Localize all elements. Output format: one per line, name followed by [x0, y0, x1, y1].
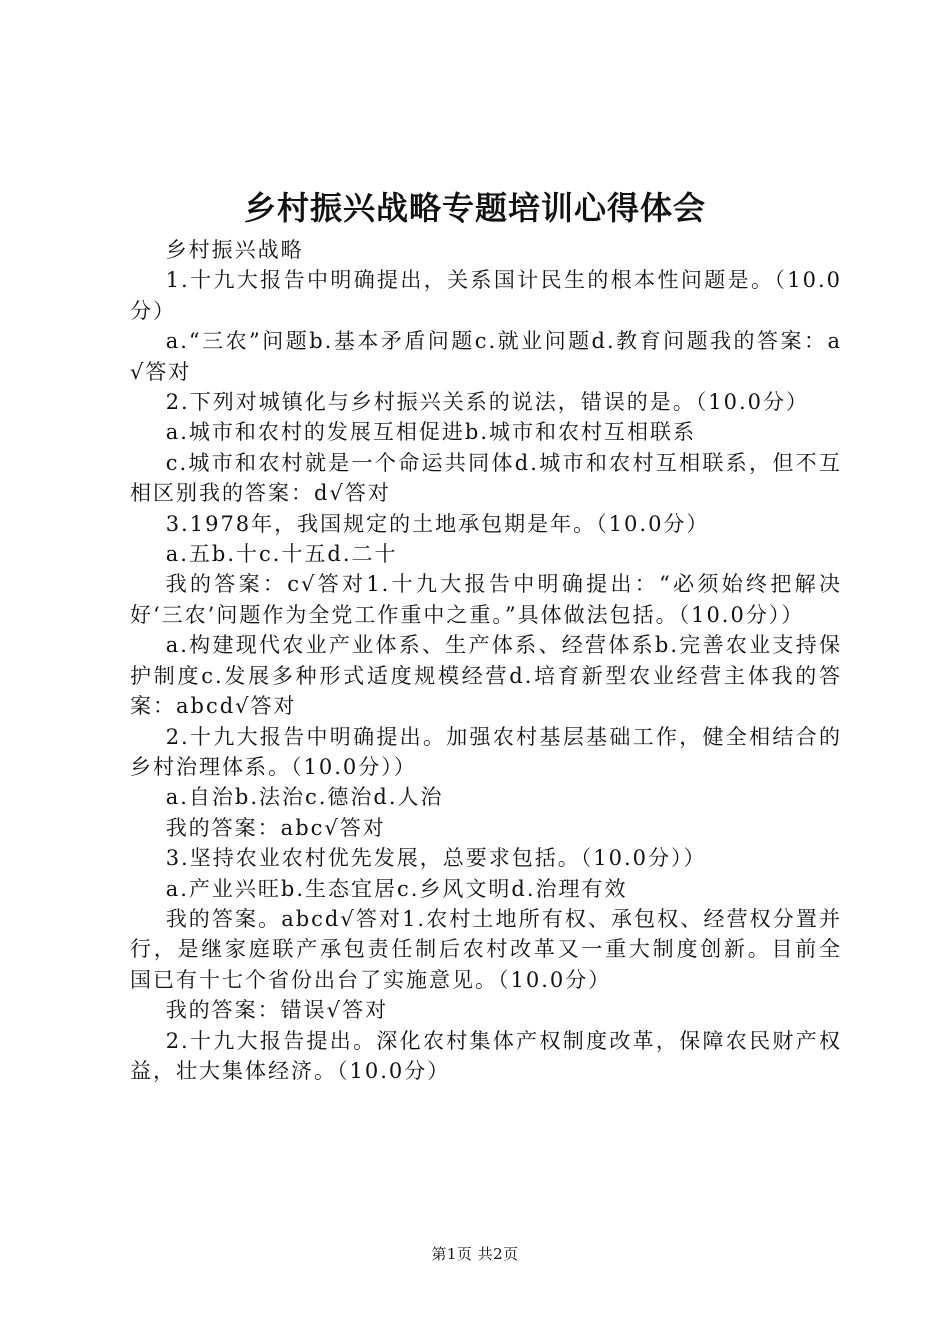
paragraph: 我的答案：abc√答对 — [165, 815, 386, 840]
document-body — [130, 235, 842, 1086]
paragraph: a.“三农”问题b.基本矛盾问题c.就业问题d.教育问题我的答案：a√答对 — [130, 329, 842, 384]
paragraph: 我的答案：错误√答对 — [165, 998, 389, 1023]
paragraph: 3.坚持农业农村优先发展，总要求包括。（10.0分）） — [165, 846, 707, 871]
paragraph: a.城市和农村的发展互相促进b.城市和农村互相联系 — [165, 420, 696, 445]
paragraph: a.自治b.法治c.德治d.人治 — [165, 785, 444, 810]
paragraph: 我的答案：c√答对1.十九大报告中明确提出：“必须始终把解决好‘三农’问题作为全党工作重中之重。”具体做法包括。（10.0分）） — [130, 572, 842, 627]
document-title: 乡村振兴战略专题培训心得体会 — [243, 189, 706, 227]
paragraph: 2.十九大报告中明确提出。加强农村基层基础工作，健全相结合的乡村治理体系。（10.0分）） — [130, 724, 842, 779]
paragraph: 3.1978年，我国规定的土地承包期是年。（10.0分） — [165, 511, 710, 536]
paragraph: c.城市和农村就是一个命运共同体d.城市和农村互相联系，但不互相区别我的答案：d√答对 — [130, 450, 842, 506]
paragraph: 乡村振兴战略 — [165, 238, 304, 262]
paragraph: a.构建现代农业产业体系、生产体系、经营体系b.完善农业支持保护制度c.发展多种形式适度规模经营d.培育新型农业经营主体我的答案：abcd√答对 — [130, 633, 842, 719]
paragraph: 1.十九大报告中明确提出，关系国计民生的根本性问题是。（10.0分） — [130, 268, 842, 323]
page-number-footer: 第1页 共2页 — [431, 1245, 519, 1263]
paragraph: a.产业兴旺b.生态宜居c.乡风文明d.治理有效 — [165, 876, 628, 901]
paragraph: 2.十九大报告提出。深化农村集体产权制度改革，保障农民财产权益，壮大集体经济。（10.0分） — [130, 1028, 842, 1083]
paragraph: 我的答案。abcd√答对1.农村土地所有权、承包权、经营权分置并行，是继家庭联产承包责任制后农村改革又一重大制度创新。目前全国已有十七个省份出台了实施意见。（10.0分） — [130, 906, 842, 992]
paragraph: 2.下列对城镇化与乡村振兴关系的说法，错误的是。（10.0分） — [165, 390, 809, 415]
paragraph: a.五b.十c.十五d.二十 — [165, 542, 398, 567]
